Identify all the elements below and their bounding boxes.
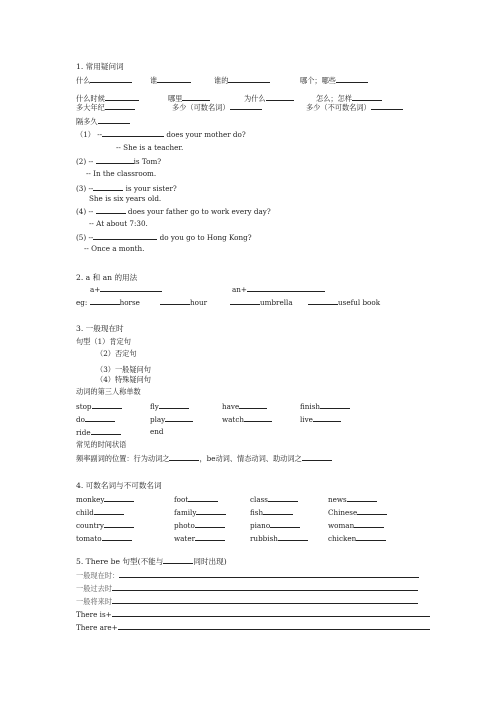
s4-noun-country: country (76, 520, 134, 530)
s1-row1-item2: 谁 (150, 75, 191, 85)
s1-row1-item4: 哪个；哪些 (300, 75, 368, 85)
s4-noun-photo: photo (174, 520, 225, 530)
s1-row1-item1: 什么 (76, 75, 132, 85)
s4-noun-fish: fish (250, 507, 293, 517)
s3-verb-do: do (76, 414, 115, 424)
s3-pattern-4: （4）特殊疑问句 (96, 375, 151, 384)
s1-row3-item3: 多少（不可数名词） (306, 102, 403, 112)
s4-noun-monkey: monkey (76, 494, 134, 504)
s4-noun-chicken: chicken (328, 533, 386, 543)
s3-verb-finish: finish (300, 401, 350, 411)
s1-question-3: (3) -- is your sister? (76, 184, 177, 193)
s5-line-present: 一般现在时： (76, 570, 419, 580)
s3-verb-live: live (300, 414, 341, 424)
s1-row3-item1: 多大年纪 (76, 102, 135, 112)
s1-question-1: （1） -- does your mother do? (76, 130, 246, 139)
s1-row2-item4: 怎么；怎样 (316, 93, 382, 103)
s3-verb-fly: fly (150, 401, 189, 411)
s1-question-4: (4) -- does your father go to work every day? (76, 207, 271, 216)
section-2-title: 2. a 和 an 的用法 (76, 273, 138, 282)
s3-verb-end: end (150, 427, 164, 436)
s1-answer-2: -- In the classroom. (86, 169, 157, 178)
s3-third-person: 动词的第三人称单数 (76, 387, 141, 396)
s2-examples: eg: horse (76, 298, 140, 307)
s5-line-there-is: There is+ (76, 609, 430, 619)
s1-answer-4: -- At about 7:30. (89, 219, 148, 228)
s2-a-plus: a+ (90, 284, 162, 294)
s2-example-4: useful book (308, 297, 380, 307)
s4-noun-class: class (250, 494, 298, 504)
s4-noun-news: news (328, 494, 377, 504)
s3-verb-play: play (150, 414, 193, 424)
s1-answer-5: -- Once a month. (84, 244, 145, 253)
s2-example-3: umbrella (230, 297, 293, 307)
s1-row3-item2: 多少（可数名词） (172, 102, 262, 112)
s4-noun-piano: piano (250, 520, 300, 530)
s3-pattern-1: 句型（1）肯定句 (76, 337, 131, 346)
s4-noun-chinese: Chinese (328, 507, 387, 517)
s3-pattern-2: （2）否定句 (96, 349, 137, 358)
s1-row2-item1: 什么时候 (76, 93, 139, 103)
s4-noun-woman: woman (328, 520, 384, 530)
s2-example-2: hour (160, 297, 207, 307)
s4-noun-water: water (174, 533, 225, 543)
s1-question-2: (2) -- is Tom? (76, 157, 162, 166)
s4-noun-rubbish: rubbish (250, 533, 308, 543)
s1-row2-item3: 为什么 (244, 93, 294, 103)
section-5-title: 5. There be 句型(不能与 同时出现) (76, 557, 227, 566)
s4-noun-child: child (76, 507, 124, 517)
s1-row4-item1: 隔多久 (76, 116, 130, 126)
s1-answer-1: -- She is a teacher. (116, 143, 184, 152)
s3-frequency-adverb: 频率副词的位置：行为动词之 ，be动词、情态动词、助动词之 (76, 453, 332, 463)
section-3-title: 3. 一般现在时 (76, 324, 124, 333)
s1-row1-item3: 谁的 (214, 75, 270, 85)
s1-answer-3: She is six years old. (89, 194, 162, 203)
s3-verb-stop: stop (76, 401, 122, 411)
s3-time-adverbials: 常见的时间状语 (76, 440, 127, 449)
s4-noun-foot: foot (174, 494, 218, 504)
s3-verb-have: have (222, 401, 267, 411)
s1-row2-item2: 哪里 (168, 93, 210, 103)
section-1-title: 1. 常用疑问词 (76, 62, 124, 71)
s5-line-there-are: There are+ (76, 622, 430, 632)
s5-line-past: 一般过去时 (76, 583, 418, 593)
s5-line-future: 一般将来时 (76, 596, 418, 606)
s3-verb-ride: ride (76, 427, 121, 437)
s2-an-plus: an+ (232, 284, 325, 294)
s1-question-5: (5) -- do you go to Hong Kong? (76, 233, 252, 242)
s4-noun-tomato: tomato (76, 533, 132, 543)
s3-verb-watch: watch (222, 414, 272, 424)
s3-pattern-3: （3）一般疑问句 (96, 365, 151, 374)
section-4-title: 4. 可数名词与不可数名词 (76, 481, 162, 490)
s4-noun-family: family (174, 507, 226, 517)
